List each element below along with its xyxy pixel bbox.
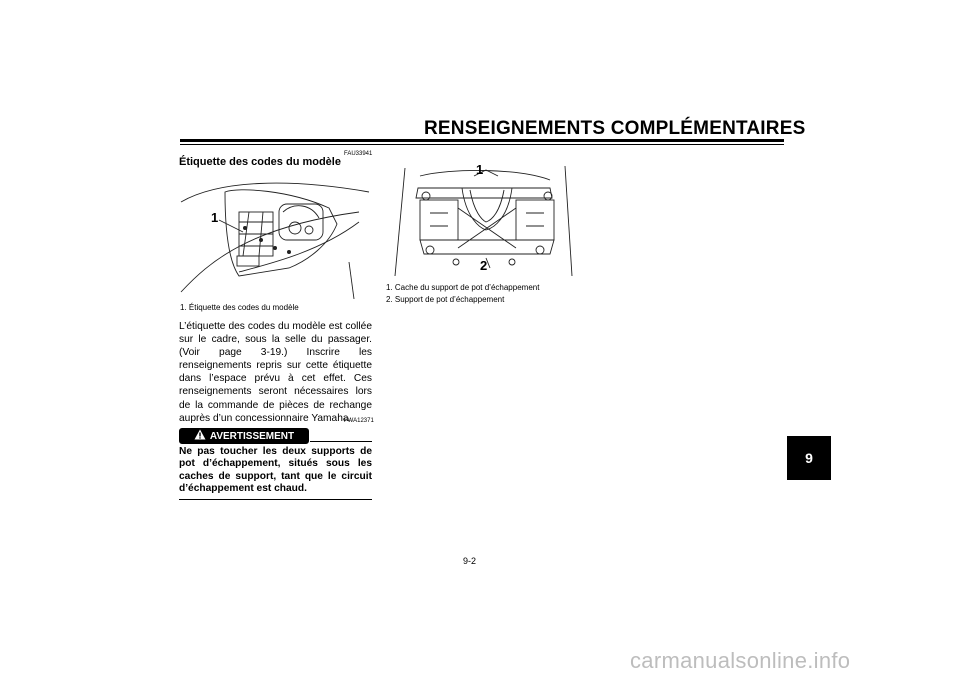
- watermark: carmanualsonline.info: [630, 648, 851, 673]
- figure2-callout-2: 2: [480, 258, 488, 273]
- warning-triangle-icon: [194, 427, 206, 445]
- body-paragraph: L’étiquette des codes du modèle est collée sur le cadre, sous la selle du passager. (Voir page 3-19.) Inscrire les renseignements repris sur cette étiquette dans l’espace prévu à cet effet. Ces renseignements seront nécessaires lors de la commande de pièces de rechange auprès d’un concessionnaire Yamaha.: [179, 321, 372, 424]
- model-label-figure: [179, 172, 372, 300]
- warning-rule: [310, 441, 372, 442]
- warning-text: Ne pas toucher les deux supports de pot d’échappement, situés sous les caches de support, tant que le circuit d’échappement est chaud.: [179, 446, 372, 495]
- warning-code: FWA12371: [344, 418, 374, 424]
- figure2-caption-2: 2. Support de pot d’échappement: [386, 295, 505, 304]
- section-title: Étiquette des codes du modèle: [179, 156, 341, 168]
- header-rule: [180, 139, 784, 142]
- figure2-caption-1: 1. Cache du support de pot d’échappement: [386, 283, 540, 292]
- section-code: FAU33941: [344, 151, 373, 157]
- page-number: 9-2: [463, 556, 477, 566]
- figure1-caption: 1. Étiquette des codes du modèle: [180, 303, 299, 312]
- figure1-callout: 1: [211, 210, 219, 225]
- warning-label: AVERTISSEMENT: [209, 430, 295, 442]
- page-title: RENSEIGNEMENTS COMPLÉMENTAIRES: [424, 118, 806, 139]
- chapter-tab: 9: [787, 436, 831, 480]
- figure2-callout-1: 1: [476, 162, 484, 177]
- warning-badge: [179, 428, 309, 444]
- header-rule-thin: [180, 144, 784, 145]
- warning-bottom-rule: [179, 499, 372, 500]
